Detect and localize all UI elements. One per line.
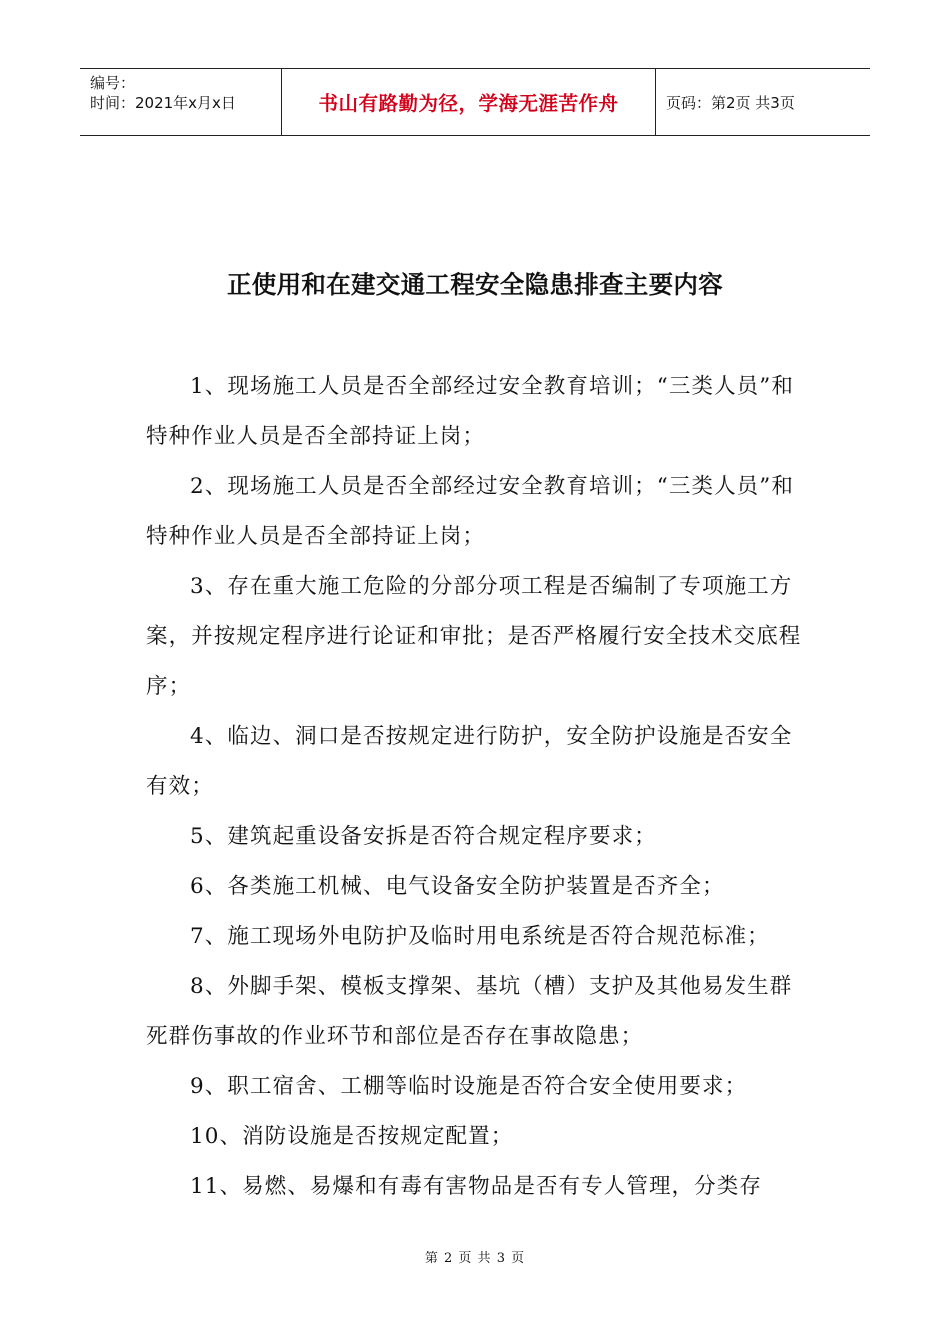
body-paragraph: 10、消防设施是否按规定配置；	[190, 1124, 514, 1149]
header-motto: 书山有路勤为径，学海无涯苦作舟	[318, 92, 619, 115]
body-paragraph: 5、建筑起重设备安拆是否符合规定程序要求；	[190, 824, 657, 849]
body-paragraph: 1、现场施工人员是否全部经过安全教育培训；“三类人员”和特种作业人员是否全部持证上岗；	[146, 374, 794, 449]
body-paragraph: 11、易燃、易爆和有毒有害物品是否有专人管理，分类存	[190, 1174, 762, 1199]
body-paragraph: 7、施工现场外电防护及临时用电系统是否符合规范标准；	[190, 924, 770, 949]
body-paragraph: 9、职工宿舍、工棚等临时设施是否符合安全使用要求；	[190, 1074, 748, 1099]
document-body	[146, 362, 806, 1212]
header-page-info: 页码：第2页 共3页	[666, 93, 795, 112]
body-paragraph: 4、临边、洞口是否按规定进行防护，安全防护设施是否安全有效；	[146, 724, 793, 799]
document-number-label: 编号：	[90, 74, 136, 92]
header-meta-cell	[80, 69, 282, 135]
document-title: 正使用和在建交通工程安全隐患排查主要内容	[227, 270, 723, 299]
body-paragraph: 2、现场施工人员是否全部经过安全教育培训；“三类人员”和特种作业人员是否全部持证上岗；	[146, 474, 794, 549]
body-paragraph: 3、存在重大施工危险的分部分项工程是否编制了专项施工方案，并按规定程序进行论证和审批；是否严格履行安全技术交底程序；	[146, 574, 802, 699]
document-header	[80, 68, 870, 136]
document-date: 时间：2021年x月x日	[90, 94, 236, 112]
page-footer: 第 2 页 共 3 页	[424, 1251, 526, 1266]
body-paragraph: 6、各类施工机械、电气设备安全防护装置是否齐全；	[190, 874, 725, 899]
body-paragraph: 8、外脚手架、模板支撑架、基坑（槽）支护及其他易发生群死群伤事故的作业环节和部位是否存在事故隐患；	[146, 974, 793, 1049]
header-page-cell	[656, 69, 870, 135]
header-motto-cell	[282, 69, 656, 135]
